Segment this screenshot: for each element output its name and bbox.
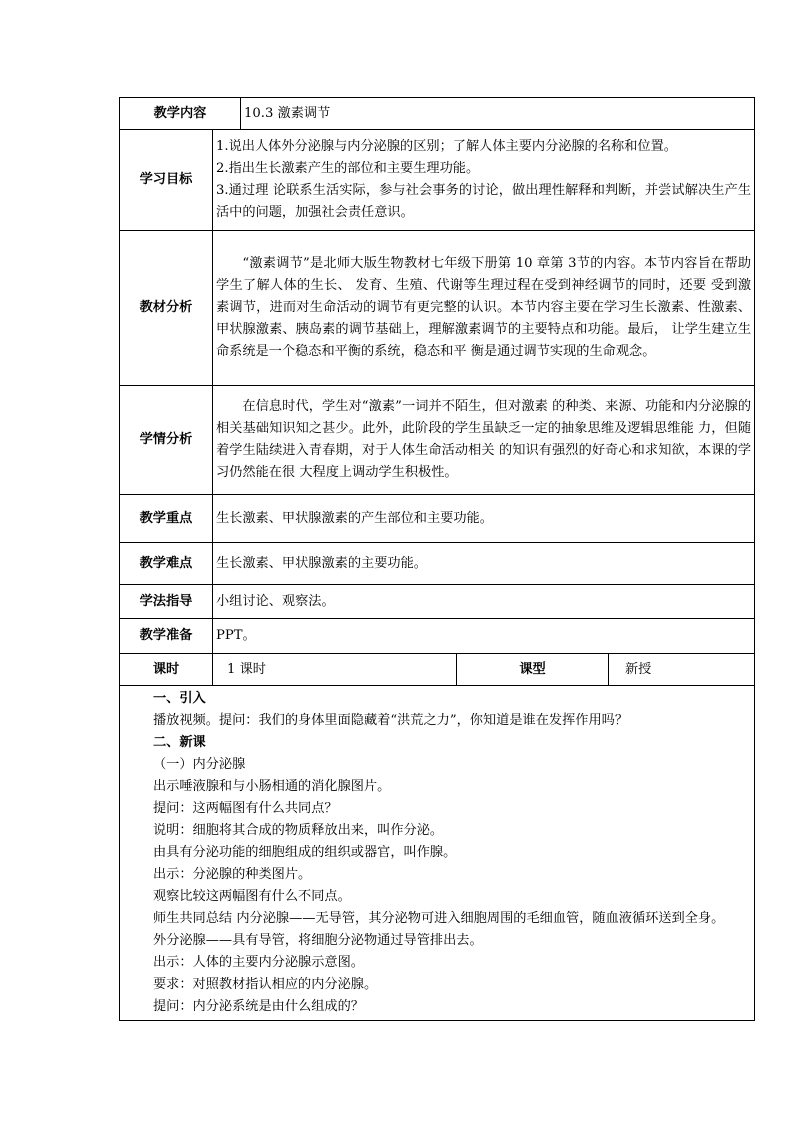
row-label: 教学重点 xyxy=(120,495,213,543)
process-line: 出示唾液腺和与小肠相通的消化腺图片。 xyxy=(153,779,391,794)
process-line: （一）内分泌腺 xyxy=(153,757,246,772)
process-line: 观察比较这两幅图有什么不同点。 xyxy=(153,889,351,904)
process-line: 提问：这两幅图有什么共同点？ xyxy=(153,801,338,816)
goal-line: 2.指出生长激素产生的部位和主要生理功能。 xyxy=(216,161,480,176)
row-teaching-process xyxy=(120,686,755,1021)
teaching-process-cell xyxy=(120,686,755,1021)
hours-label: 课时 xyxy=(120,654,213,686)
process-line: 要求：对照教材指认相应的内分泌腺。 xyxy=(153,977,378,992)
row-difficult-points xyxy=(120,543,755,585)
row-material-analysis xyxy=(120,231,755,386)
analysis-paragraph: “激素调节”是北师大版生物教材七年级下册第 10 章第 3节的内容。本节内容旨在帮助学生了解人体的生长、 发育、生殖、代谢等生理过程在受到神经调节的同时，还要 受到激素调节，进而对生命活动的调节有更完整的认识。本节内容主要在学习生长激素、性激素、甲状腺激素、胰岛素的调节基础上，理解激素调节的主要特点和功能。最后， 让学生建立生命系统是一个稳态和平衡的系统，稳态和平 衡是通过调节实现的生命观念。 xyxy=(216,256,752,359)
row-value: 10.3 激素调节 xyxy=(241,98,755,130)
process-line: 师生共同总结 内分泌腺——无导管，其分泌物可进入细胞周围的毛细血管，随血液循环送到全身。 xyxy=(153,911,725,926)
row-student-analysis xyxy=(120,386,755,495)
process-line: 外分泌腺——具有导管，将细胞分泌物通过导管排出去。 xyxy=(153,933,483,948)
row-value xyxy=(213,130,755,231)
row-label: 学法指导 xyxy=(120,585,213,619)
goal-line: 1.说出人体外分泌腺与内分泌腺的区别；了解人体主要内分泌腺的名称和位置。 xyxy=(216,139,677,154)
type-label: 课型 xyxy=(457,654,609,686)
type-value: 新授 xyxy=(609,654,755,686)
lesson-plan-table xyxy=(119,97,755,1021)
row-learning-goals xyxy=(120,130,755,231)
row-value: PPT。 xyxy=(213,619,755,654)
row-learning-method xyxy=(120,585,755,619)
row-label: 教材分析 xyxy=(120,231,213,386)
process-line: 播放视频。提问：我们的身体里面隐藏着“洪荒之力”，你知道是谁在发挥作用吗？ xyxy=(153,713,629,728)
analysis-paragraph: 在信息时代，学生对“激素”一词并不陌生，但对激素 的种类、来源、功能和内分泌腺的相关基础知识知之甚少。此外，此阶段的学生虽缺乏一定的抽象思维及逻辑思维能 力，但随着学生陆续进入青春期，对于人体生命活动相关 的知识有强烈的好奇心和求知欲，本课的学习仍然能在很 大程度上调动学生积极性。 xyxy=(216,399,752,480)
row-preparation xyxy=(120,619,755,654)
process-heading: 一、引入 xyxy=(153,691,206,706)
row-class-hours xyxy=(120,654,755,686)
row-label: 教学内容 xyxy=(120,98,241,130)
row-label: 学情分析 xyxy=(120,386,213,495)
row-value: 生长激素、甲状腺激素的主要功能。 xyxy=(213,543,755,585)
process-line: 出示：分泌腺的种类图片。 xyxy=(153,867,312,882)
goal-line: 3.通过理 论联系生活实际，参与社会事务的讨论，做出理性解释和判断，并尝试解决生产生活中的问题，加强社会责任意识。 xyxy=(216,183,752,220)
process-line: 出示：人体的主要内分泌腺示意图。 xyxy=(153,955,364,970)
hours-value: 1 课时 xyxy=(213,654,457,686)
row-label: 教学准备 xyxy=(120,619,213,654)
row-value xyxy=(213,386,755,495)
row-teaching-content xyxy=(120,98,755,130)
row-key-points xyxy=(120,495,755,543)
row-value: 生长激素、甲状腺激素的产生部位和主要功能。 xyxy=(213,495,755,543)
row-label: 学习目标 xyxy=(120,130,213,231)
row-value: 小组讨论、观察法。 xyxy=(213,585,755,619)
row-value xyxy=(213,231,755,386)
process-line: 说明：细胞将其合成的物质释放出来，叫作分泌。 xyxy=(153,823,444,838)
row-label: 教学难点 xyxy=(120,543,213,585)
process-line: 提问：内分泌系统是由什么组成的？ xyxy=(153,999,364,1014)
process-heading: 二、新课 xyxy=(153,735,206,750)
process-line: 由具有分泌功能的细胞组成的组织或器官，叫作腺。 xyxy=(153,845,457,860)
